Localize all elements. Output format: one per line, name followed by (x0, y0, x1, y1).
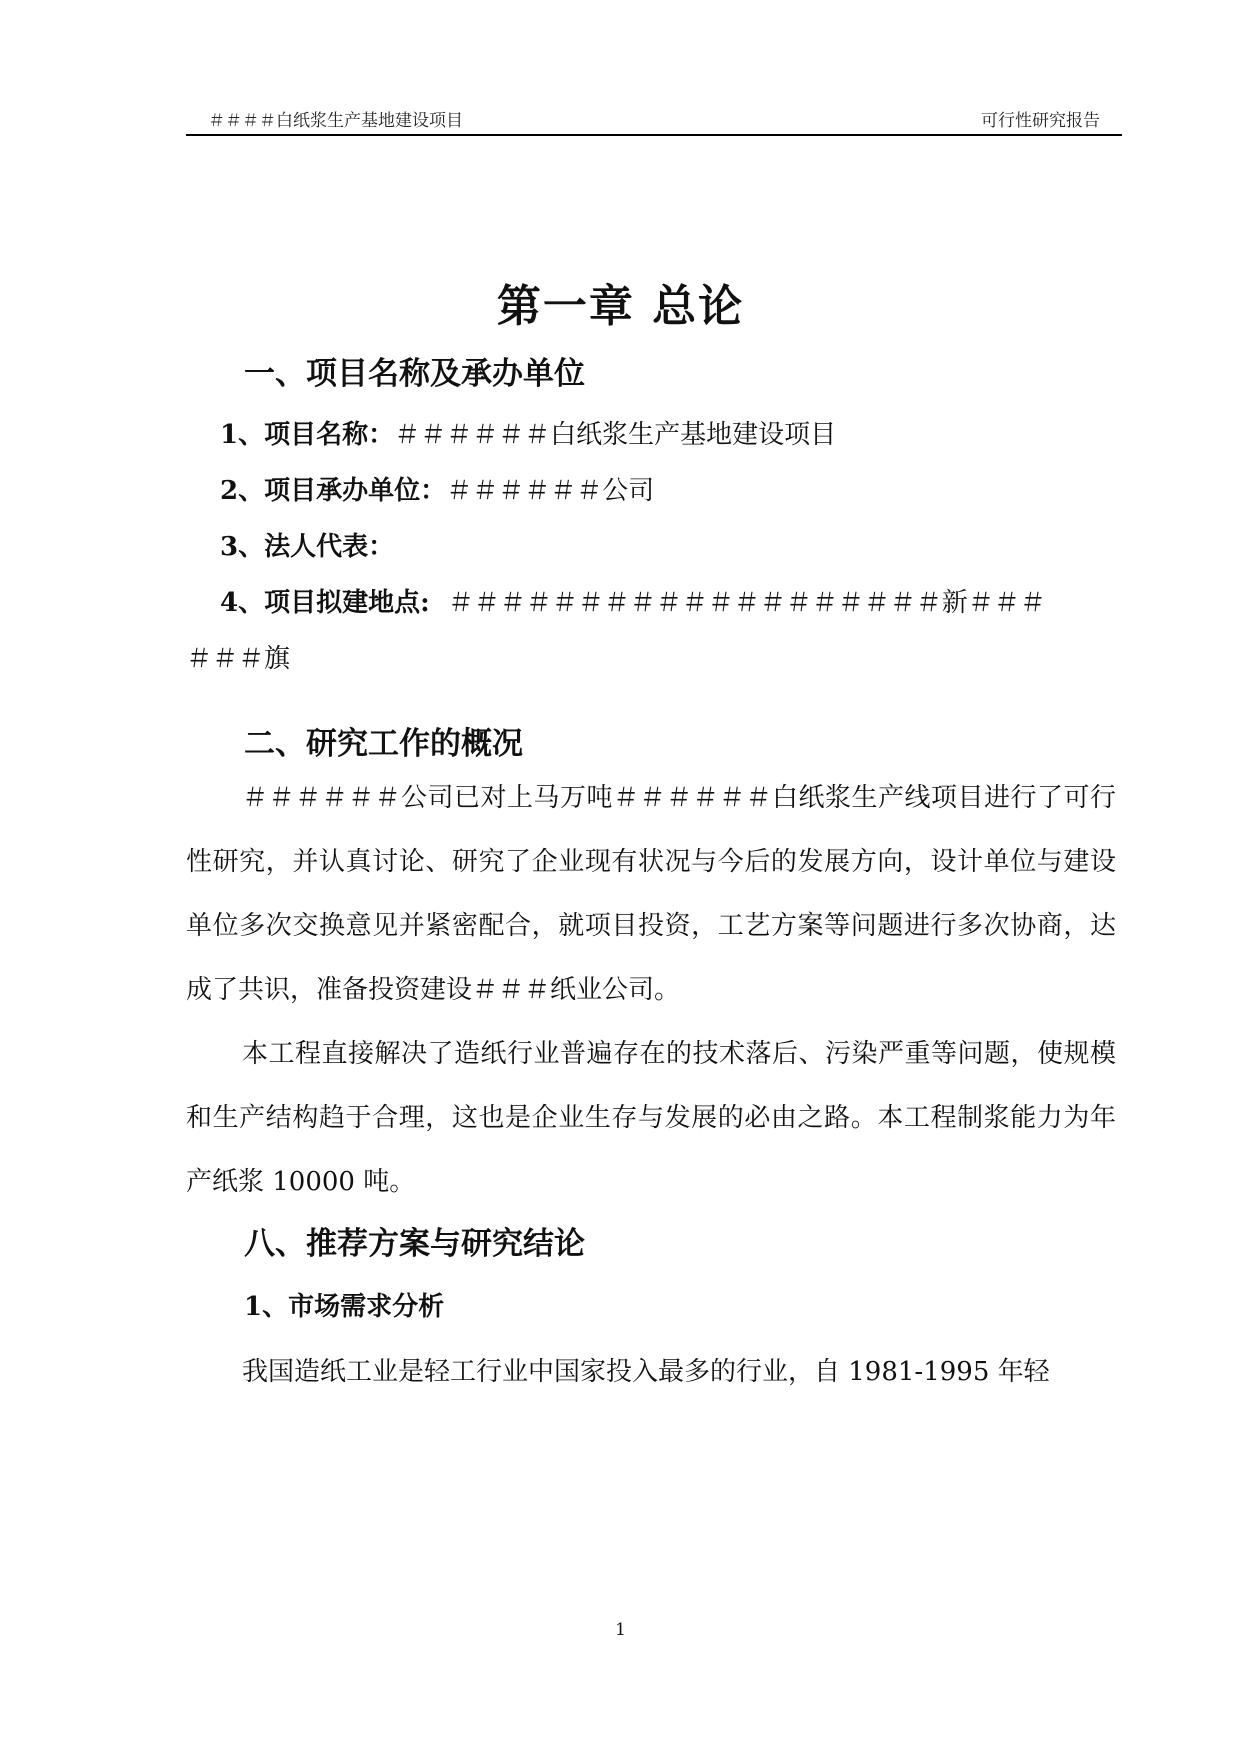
item-label: 4、项目拟建地点: (220, 588, 430, 618)
paragraph-project-benefit: 本工程直接解决了造纸行业普遍存在的技术落后、污染严重等问题，使规模和生产结构趋于合理，这也是企业生存与发展的必由之路。本工程制浆能力为年产纸浆 10000 吨。 (186, 1039, 1116, 1197)
item-sponsor-unit (220, 470, 654, 507)
item-legal-rep (220, 526, 394, 563)
section-heading-conclusion: 八、推荐方案与研究结论 (244, 1226, 585, 1262)
item-location (220, 582, 1046, 619)
subheading-market-demand: 1、市场需求分析 (244, 1292, 445, 1322)
item-label: 2、项目承办单位： (220, 476, 447, 506)
paragraph-research-overview: ＃＃＃＃＃＃公司已对上马万吨＃＃＃＃＃＃白纸浆生产线项目进行了可行性研究，并认真讨论、研究了企业现有状况与今后的发展方向，设计单位与建设单位多次交换意见并紧密配合，就项目投资，工艺方案等问题进行多次协商，达成了共识，准备投资建设＃＃＃纸业公司。 (186, 783, 1116, 1005)
page-header (186, 106, 1122, 136)
chapter-title: 第一章 总论 (496, 281, 745, 332)
section-heading-project-info: 一、项目名称及承办单位 (244, 356, 585, 392)
item-label: 3、法人代表： (220, 532, 395, 562)
item-project-name (220, 414, 836, 451)
item-label: 1、项目名称： (220, 420, 395, 450)
header-report-type: 可行性研究报告 (981, 111, 1100, 131)
item-value: ＃＃＃＃＃＃公司 (446, 476, 655, 506)
item-value: ＃＃＃＃＃＃白纸浆生产基地建设项目 (394, 420, 837, 450)
item-value: ＃＃＃＃＃＃＃＃＃＃＃＃＃＃＃＃＃＃＃新＃＃＃ (447, 588, 1046, 618)
section-heading-research-overview: 二、研究工作的概况 (244, 726, 523, 762)
header-project-name: ＃＃＃＃白纸浆生产基地建设项目 (208, 111, 463, 131)
paragraph-market-demand: 我国造纸工业是轻工行业中国家投入最多的行业，自 1981-1995 年轻 (242, 1357, 1050, 1387)
item-location-continued: ＃＃＃旗 (186, 644, 291, 674)
page-number: 1 (615, 1620, 626, 1640)
